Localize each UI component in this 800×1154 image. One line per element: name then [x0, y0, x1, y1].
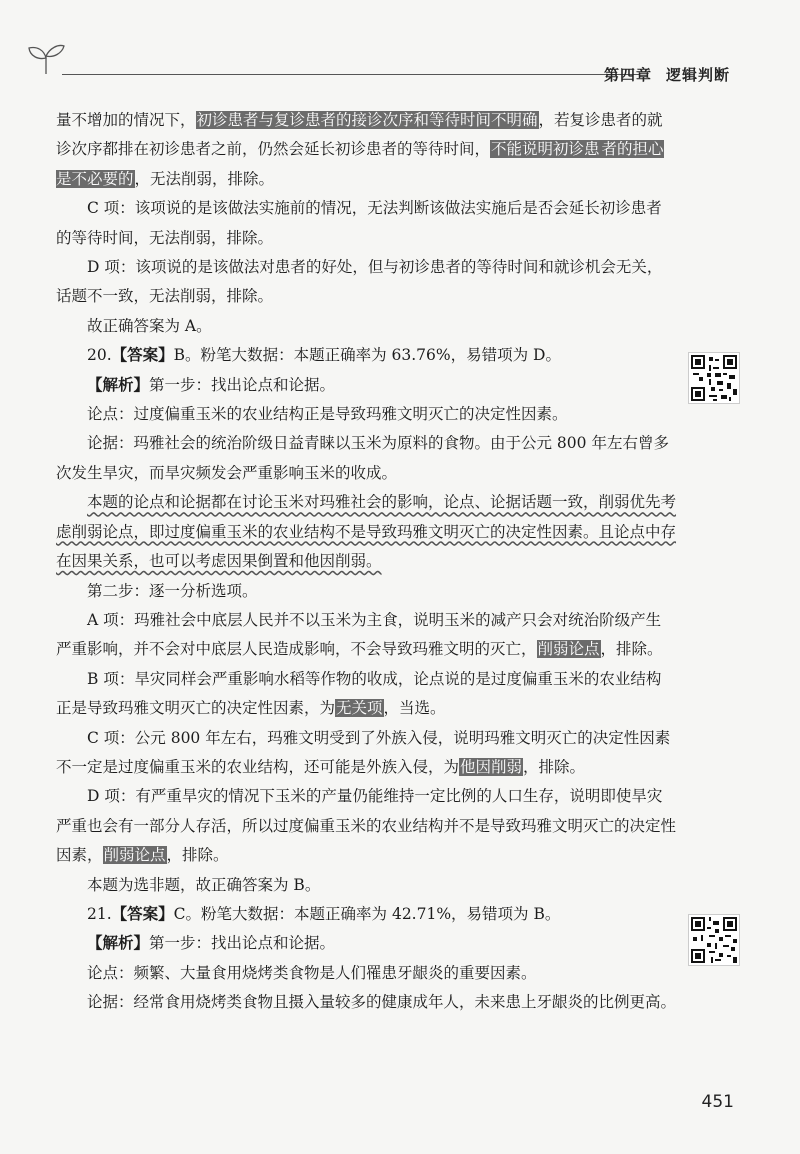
text: C 项：公元 800 年左右，玛雅文明受到了外族入侵，说明玛雅文明灭亡的决定性因素不一定是过度偏重玉米的农业结构，还可能是外族入侵，为	[56, 728, 671, 776]
option-c-analysis: C 项：该项说的是该做法实施前的情况，无法判断该做法实施后是否会延长初诊患者的等待时间，无法削弱，排除。	[56, 199, 662, 247]
text: 的就诊次序都排在初诊患者之前，仍然会延长初诊患者的等待时间，	[56, 111, 663, 159]
text: B 项：旱灾同样会严重影响水稻等作物的收成，论点说的是过度偏重玉米的农业结构正是导致玛雅文明灭亡的决定性因素，为	[56, 669, 662, 718]
page-number: 451	[701, 1092, 734, 1112]
analysis-note	[56, 488, 676, 576]
chapter-title: 逻辑判断	[666, 66, 731, 84]
claim: 论点：过度偏重玉米的农业结构正是导致玛雅文明灭亡的决定性因素。	[87, 405, 568, 424]
paragraph	[56, 106, 676, 194]
answer-text: B。粉笔大数据：本题正确率为 63.76%，易错项为 D。	[173, 346, 561, 365]
text: ，当选。	[383, 699, 446, 718]
sprout-icon	[26, 40, 66, 76]
answer-label: 【答案】	[111, 346, 174, 365]
text: ，排除。	[523, 757, 586, 776]
text: D 项：有严重旱灾的情况下玉米的产量仍能维持一定比例的人口生存，说明即使旱灾严重也会有一部分人存活，所以过度偏重玉米的农业结构并不是导致玛雅文明灭亡的决定性因素，	[56, 787, 677, 865]
question-20-answer	[56, 341, 676, 370]
text: ，无法削弱，排除。	[134, 169, 275, 188]
chapter-heading	[604, 64, 794, 86]
highlight: 初诊患者与复诊患者的接诊次序和等待时间不明确	[196, 111, 538, 129]
highlight: 削弱论点	[103, 846, 166, 865]
conclusion: 故正确答案为 A。	[87, 316, 212, 335]
question-20-explanation	[56, 371, 676, 400]
question-number: 20.	[87, 346, 112, 365]
highlight: 无关项	[336, 699, 383, 718]
step-two: 第二步：逐一分析选项。	[87, 581, 258, 600]
question-number: 21.	[87, 904, 112, 923]
text: ，排除。	[600, 640, 663, 659]
option-d-analysis	[56, 782, 676, 870]
answer-label: 【答案】	[111, 904, 174, 923]
qr-code-icon[interactable]	[688, 914, 740, 966]
page-content	[56, 106, 676, 1018]
evidence: 论据：经常食用烧烤类食物且摄入量较多的健康成年人，未来患上牙龈炎的比例更高。	[87, 993, 677, 1012]
header-rule	[62, 74, 640, 75]
step-text: 第一步：找出论点和论据。	[149, 375, 336, 394]
step-text: 第一步：找出论点和论据。	[149, 934, 336, 953]
text: ，若复诊患者	[538, 111, 632, 129]
claim: 论点：频繁、大量食用烧烤类食物是人们罹患牙龈炎的重要因素。	[87, 963, 537, 982]
underlined-note: 本题的论点和论据都在讨论玉米对玛雅社会的影响，论点、论据话题一致，削弱优先考虑削弱论点，即过度偏重玉米的农业结构不是导致玛雅文明灭亡的决定性因素。且论点中存在因果关系，也可以考虑因果倒置和他因削弱。	[56, 493, 677, 571]
chapter-number: 第四章	[604, 66, 653, 84]
answer-text: C。粉笔大数据：本题正确率为 42.71%，易错项为 B。	[173, 904, 561, 923]
question-21-answer	[56, 900, 676, 929]
text: ，排除。	[166, 846, 229, 865]
qr-code-icon[interactable]	[688, 352, 740, 404]
conclusion: 本题为选非题，故正确答案为 B。	[87, 875, 321, 894]
highlight: 他因削弱	[460, 757, 523, 776]
text: A 项：玛雅社会中底层人民并不以玉米为主食，说明玉米的减产只会对统治阶级产生严重影响，并不会对中底层人民造成影响，不会导致玛雅文明的灭亡，	[56, 610, 662, 659]
page-header	[0, 0, 800, 90]
option-a-analysis	[56, 606, 676, 665]
question-21-explanation	[56, 929, 676, 958]
text: 量不增加的情况下，	[56, 111, 196, 129]
evidence: 论据：玛雅社会的统治阶级日益青睐以玉米为原料的食物。由于公元 800 年左右曾多次发生旱灾，而旱灾频发会严重影响玉米的收成。	[56, 434, 669, 482]
option-c-analysis	[56, 724, 676, 783]
explanation-label: 【解析】	[87, 375, 150, 394]
option-b-analysis	[56, 665, 676, 724]
option-d-analysis: D 项：该项说的是该做法对患者的好处，但与初诊患者的等待时间和就诊机会无关，话题不一致，无法削弱，排除。	[56, 258, 663, 306]
highlight: 不能说明初诊患	[491, 140, 600, 159]
highlight: 削弱论点	[537, 640, 600, 659]
highlight: 者的担心是不必要的	[56, 140, 664, 188]
explanation-label: 【解析】	[87, 934, 150, 953]
